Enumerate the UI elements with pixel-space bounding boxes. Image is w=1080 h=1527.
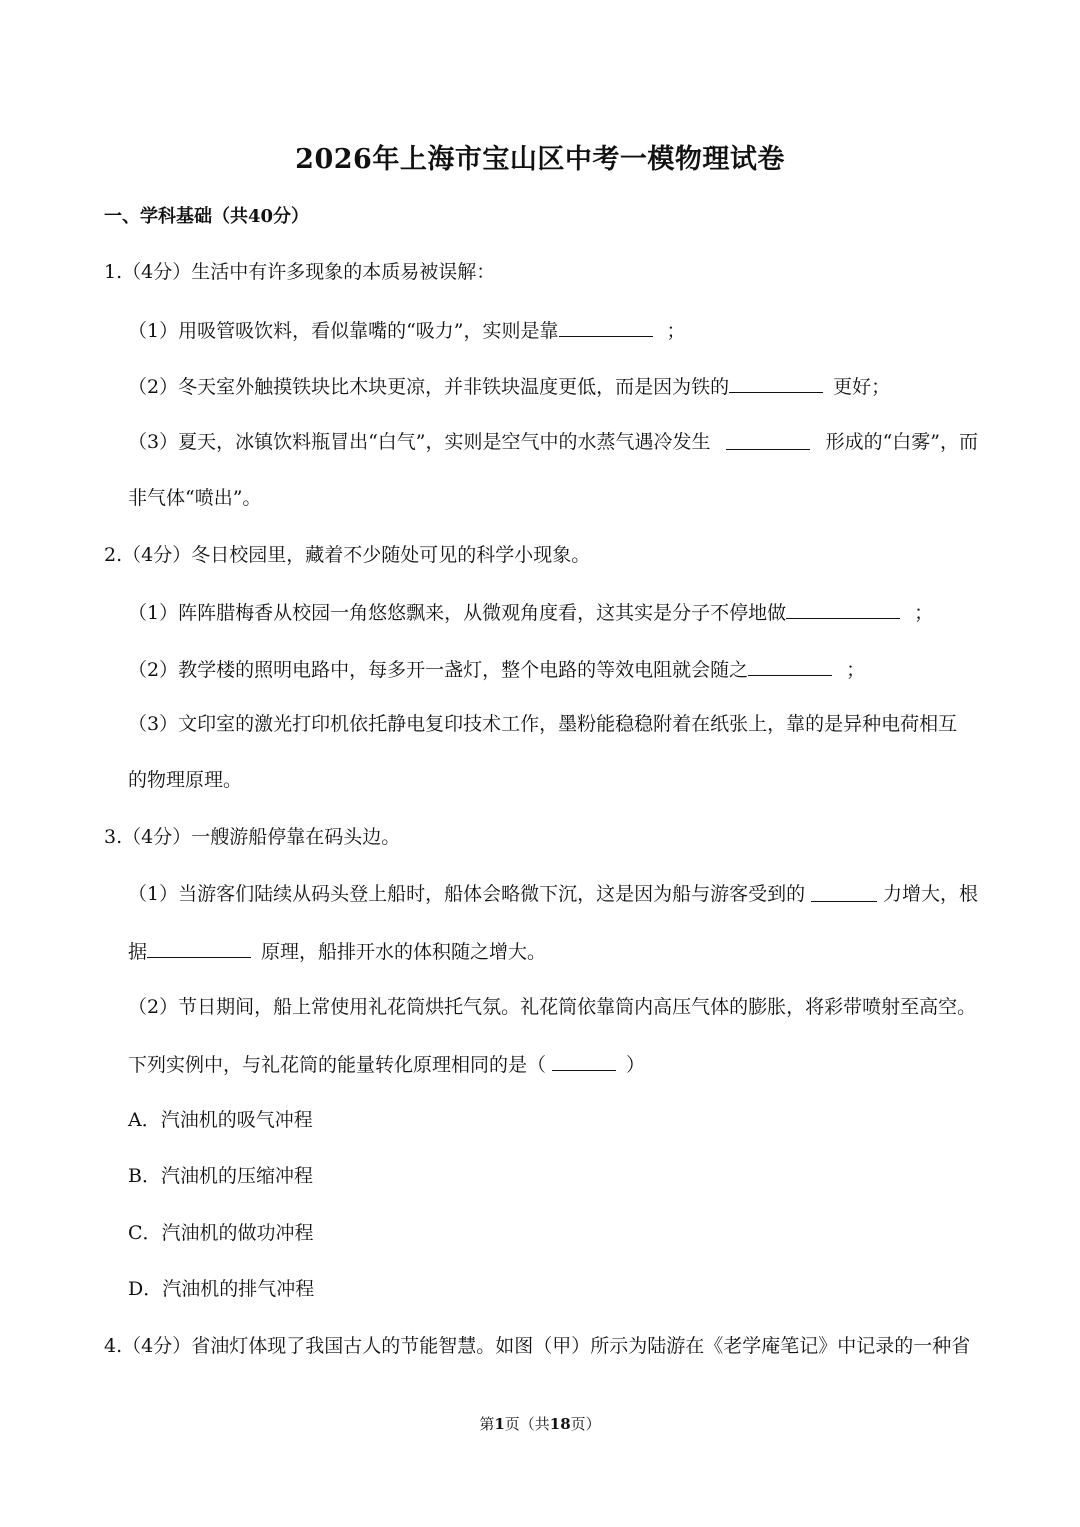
question-2-part-3-cont: 的物理原理。 <box>128 769 243 791</box>
text: 力增大，根 <box>882 883 978 905</box>
text: 原理，船排开水的体积随之增大。 <box>261 941 547 963</box>
footer-text: 页） <box>570 1415 601 1433</box>
page-total: 18 <box>549 1415 571 1433</box>
text: 下列实例中，与礼花筒的能量转化原理相同的是（ <box>128 1054 547 1076</box>
option-d: D．汽油机的排气冲程 <box>128 1278 315 1300</box>
text: ； <box>846 659 866 681</box>
question-2-part-2 <box>128 655 865 683</box>
question-3-part-1 <box>128 881 978 907</box>
question-1-part-3 <box>128 429 978 455</box>
question-4-stem: 4.（4分）省油灯体现了我国古人的节能智慧。如图（甲）所示为陆游在《老学庵笔记》中记录的一种省 <box>104 1335 971 1357</box>
answer-blank <box>729 372 823 393</box>
text: （1）用吸管吸饮料，看似靠嘴的“吸力”，实则是靠 <box>128 320 559 342</box>
question-2-part-1 <box>128 598 933 626</box>
question-3-part-1-cont <box>128 937 546 965</box>
answer-blank <box>811 881 877 902</box>
text: ； <box>914 602 934 624</box>
text: ） <box>626 1054 646 1076</box>
text: （3）夏天，冰镇饮料瓶冒出“白气”，实则是空气中的水蒸气遇冷发生 <box>128 431 711 453</box>
question-1-part-1 <box>128 316 686 344</box>
text: （2）冬天室外触摸铁块比木块更凉，并非铁块温度更低，而是因为铁的 <box>128 376 730 398</box>
answer-blank <box>559 316 653 337</box>
question-1-part-3-cont: 非气体“喷出”。 <box>128 487 262 509</box>
option-c: C．汽油机的做功冲程 <box>128 1222 314 1244</box>
question-2-part-3: （3）文印室的激光打印机依托静电复印技术工作，墨粉能稳稳附着在纸张上，靠的是异种电荷相互 <box>128 713 958 735</box>
answer-blank <box>552 1050 616 1071</box>
option-a: A．汽油机的吸气冲程 <box>128 1109 313 1131</box>
page-number: 1 <box>494 1415 505 1433</box>
text: ； <box>666 320 686 342</box>
text: （1）阵阵腊梅香从校园一角悠悠飘来，从微观角度看，这其实是分子不停地做 <box>128 602 787 624</box>
question-3-part-2-cont <box>128 1050 645 1078</box>
question-3-part-2: （2）节日期间，船上常使用礼花筒烘托气氛。礼花筒依靠筒内高压气体的膨胀，将彩带喷射至高空。 <box>128 996 977 1018</box>
answer-blank <box>147 937 251 958</box>
footer-text: 页（共 <box>504 1415 550 1433</box>
section-heading: 一、学科基础（共40分） <box>104 206 310 227</box>
page-footer <box>0 1414 1080 1434</box>
option-b: B．汽油机的压缩冲程 <box>128 1165 313 1187</box>
footer-text: 第 <box>479 1415 495 1433</box>
question-2-stem: 2.（4分）冬日校园里，藏着不少随处可见的科学小现象。 <box>104 544 591 566</box>
answer-blank <box>786 598 900 619</box>
answer-blank <box>748 655 832 676</box>
page-title: 2026年上海市宝山区中考一模物理试卷 <box>295 144 785 175</box>
question-3-stem: 3.（4分）一艘游船停靠在码头边。 <box>104 826 401 848</box>
text: （1）当游客们陆续从码头登上船时，船体会略微下沉，这是因为船与游客受到的 <box>128 883 806 905</box>
answer-blank <box>726 429 810 450</box>
text: 形成的“白雾”，而 <box>825 431 978 453</box>
question-1-stem: 1.（4分）生活中有许多现象的本质易被误解： <box>104 261 496 283</box>
question-1-part-2 <box>128 372 890 400</box>
text: 更好； <box>833 376 891 398</box>
text: （2）教学楼的照明电路中，每多开一盏灯，整个电路的等效电阻就会随之 <box>128 659 749 681</box>
text: 据 <box>128 941 148 963</box>
